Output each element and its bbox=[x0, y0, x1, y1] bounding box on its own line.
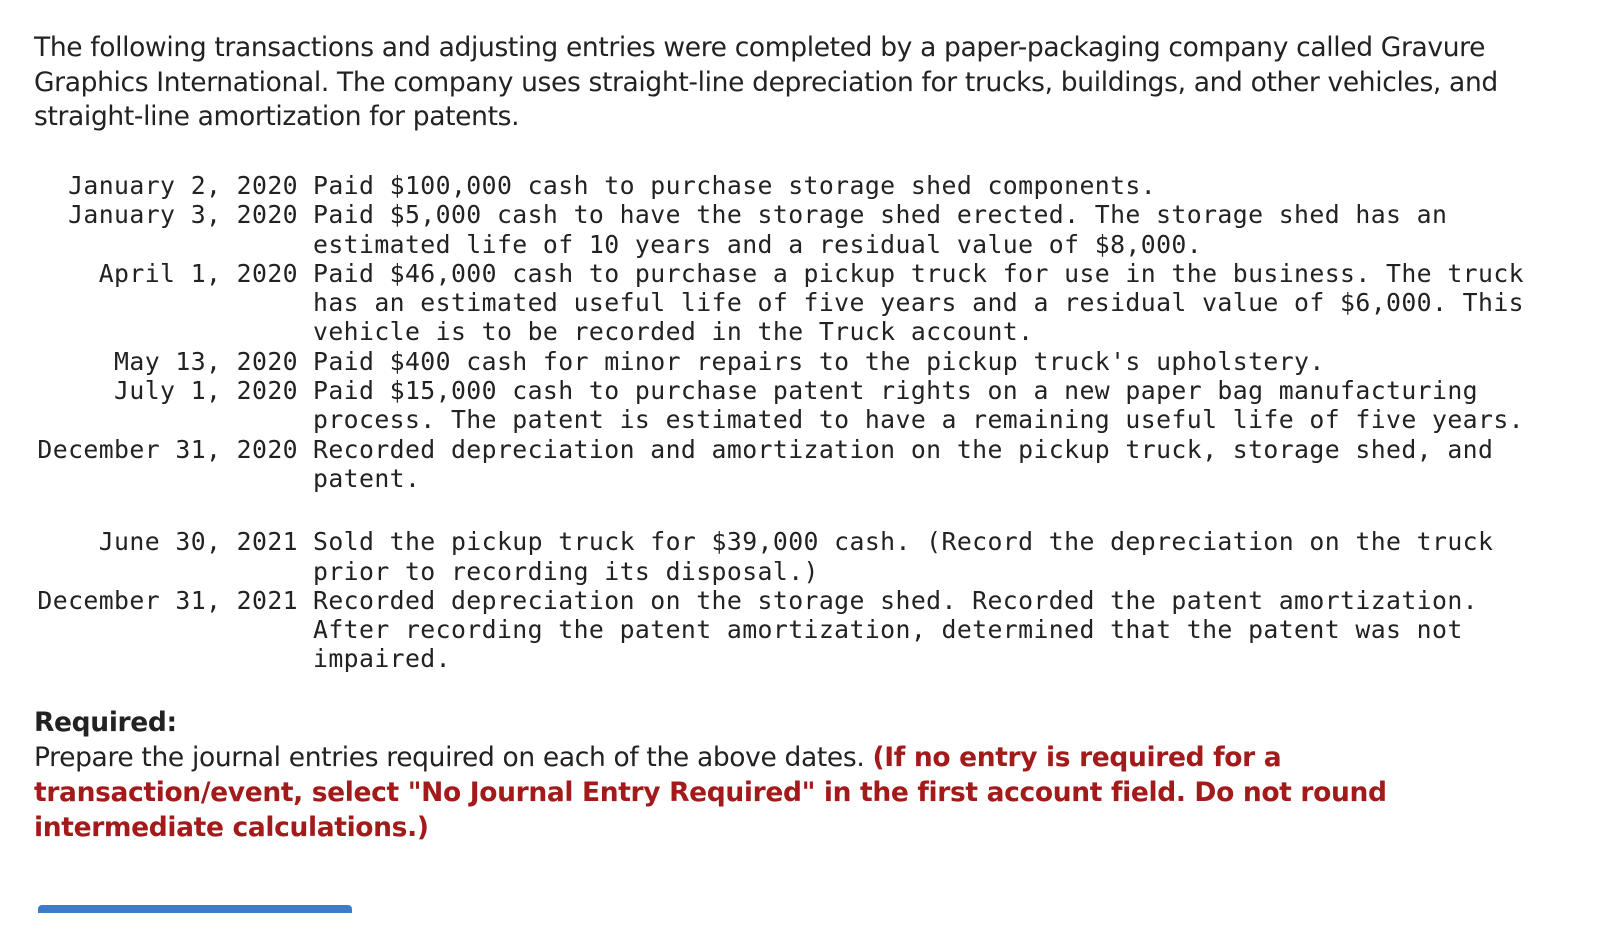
transaction-row bbox=[0, 200, 1606, 259]
transaction-row bbox=[0, 527, 1606, 586]
transaction-description: Sold the pickup truck for $39,000 cash. (Record the depreciation on the truck prior to recording its disposal.) bbox=[313, 527, 1494, 586]
transaction-row bbox=[0, 259, 1606, 347]
transaction-date: December 31, 2020 bbox=[37, 434, 298, 464]
transaction-description: Paid $15,000 cash to purchase patent rights on a new paper bag manufacturing process. The patent is estimated to have a remaining useful life of five years. bbox=[313, 376, 1524, 435]
transaction-date: June 30, 2021 bbox=[98, 527, 298, 557]
transaction-description: Paid $46,000 cash to purchase a pickup truck for use in the business. The truck has an estimated useful life of five years and a residual value of $6,000. This vehicle is to be recorded in the Truck account. bbox=[313, 258, 1524, 347]
transaction-row bbox=[0, 435, 1606, 494]
section-spacer bbox=[0, 493, 1606, 527]
transaction-description: Paid $5,000 cash to have the storage shed erected. The storage shed has an estimated life of 10 years and a residual value of $8,000. bbox=[313, 200, 1448, 259]
transaction-description: Recorded depreciation and amortization on the pickup truck, storage shed, and patent. bbox=[313, 434, 1494, 493]
transaction-date: July 1, 2020 bbox=[114, 376, 298, 406]
transaction-row bbox=[0, 586, 1606, 674]
problem-intro: The following transactions and adjusting entries were completed by a paper-packaging company called Gravure Graphics International. The company uses straight-line depreciation for trucks, buildings, and other vehicles, and straight-line amortization for patents. bbox=[34, 32, 1498, 132]
required-instructions bbox=[34, 740, 1554, 845]
transaction-date: April 1, 2020 bbox=[98, 258, 298, 288]
transaction-date: January 2, 2020 bbox=[68, 171, 298, 200]
transaction-date: May 13, 2020 bbox=[114, 346, 298, 376]
transactions-list bbox=[0, 171, 1606, 674]
required-note: (If no entry is required for a transaction/event, select "No Journal Entry Required" in the first account field. Do not round intermediate calculations.) bbox=[34, 742, 1387, 843]
required-instruction-text: Prepare the journal entries required on each of the above dates. bbox=[34, 742, 865, 773]
transaction-description: Paid $400 cash for minor repairs to the pickup truck's upholstery. bbox=[313, 346, 1325, 376]
transaction-date: January 3, 2020 bbox=[68, 200, 298, 230]
transaction-row bbox=[0, 347, 1606, 376]
required-heading: Required: bbox=[34, 707, 177, 738]
partially-visible-button[interactable] bbox=[38, 905, 352, 913]
transaction-row bbox=[0, 171, 1606, 200]
required-section bbox=[34, 705, 1554, 845]
transaction-row bbox=[0, 376, 1606, 435]
transaction-description: Paid $100,000 cash to purchase storage shed components. bbox=[313, 171, 1157, 200]
transaction-description: Recorded depreciation on the storage shed. Recorded the patent amortization. After recording the patent amortization, determined that the patent was not impaired. bbox=[313, 585, 1479, 674]
transaction-date: December 31, 2021 bbox=[37, 585, 298, 615]
